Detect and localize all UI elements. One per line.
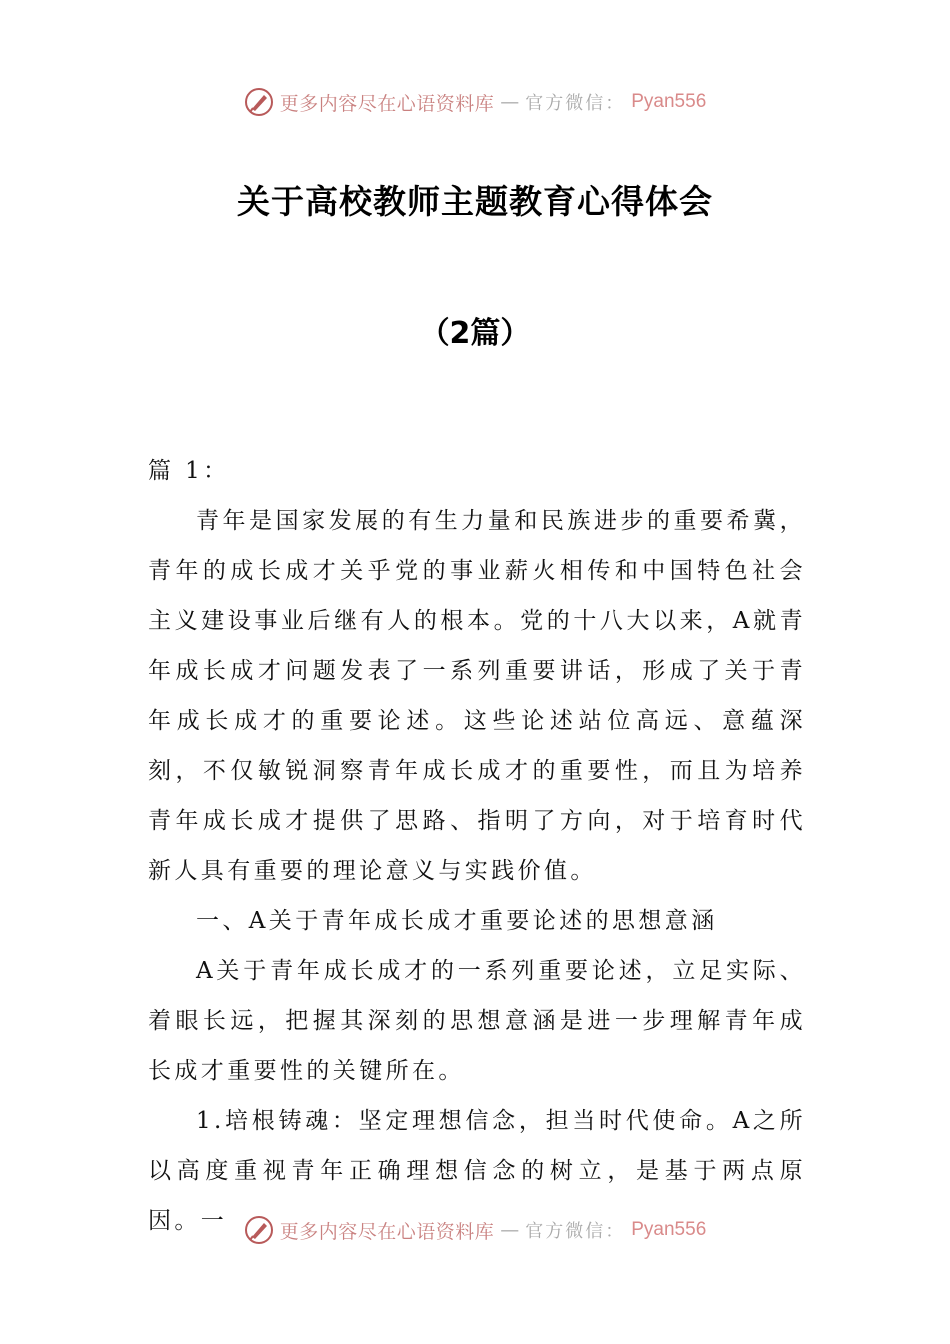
paragraph: 青年是国家发展的有生力量和民族进步的重要希冀，青年的成长成才关乎党的事业薪火相传和中国特色社会主义建设事业后继有人的根本。党的十八大以来，A就青年成长成才问题发表了一系列重要讲话，形成了关于青年成长成才的重要论述。这些论述站位高远、意蕴深刻，不仅敏锐洞察青年成长成才的重要性，而且为培养青年成长成才提供了思路、指明了方向，对于培育时代新人具有重要的理论意义与实践价值。 (148, 508, 806, 884)
paragraph: A关于青年成长成才的一系列重要论述，立足实际、着眼长远，把握其深刻的思想意涵是进一步理解青年成长成才重要性的关键所在。 (148, 958, 806, 1084)
page-title: 关于高校教师主题教育心得体会 (237, 182, 713, 221)
quill-pen-logo-icon (244, 87, 274, 117)
section-label: 篇 1： (148, 458, 230, 484)
watermark-wechat-label: 官方微信： (525, 1221, 626, 1242)
paragraph: 1.培根铸魂：坚定理想信念，担当时代使命。A之所以高度重视青年正确理想信念的树立，是基于两点原因。一 (148, 1108, 806, 1234)
document-body (148, 446, 806, 1246)
footer-watermark (0, 1210, 950, 1250)
section-heading: 一、A关于青年成长成才重要论述的思想意涵 (196, 908, 718, 934)
watermark-dash: — (500, 1219, 520, 1241)
watermark-wechat-label: 官方微信： (525, 93, 626, 114)
header-watermark (0, 82, 950, 122)
watermark-wechat-id: Pyan556 (631, 1219, 707, 1240)
page-subtitle: （2篇） (419, 316, 531, 351)
watermark-brand: 更多内容尽在心语资料库 (279, 1220, 495, 1243)
watermark-brand: 更多内容尽在心语资料库 (279, 92, 495, 115)
watermark-dash: — (500, 91, 520, 113)
quill-pen-logo-icon (244, 1215, 274, 1245)
watermark-wechat-id: Pyan556 (631, 91, 707, 112)
